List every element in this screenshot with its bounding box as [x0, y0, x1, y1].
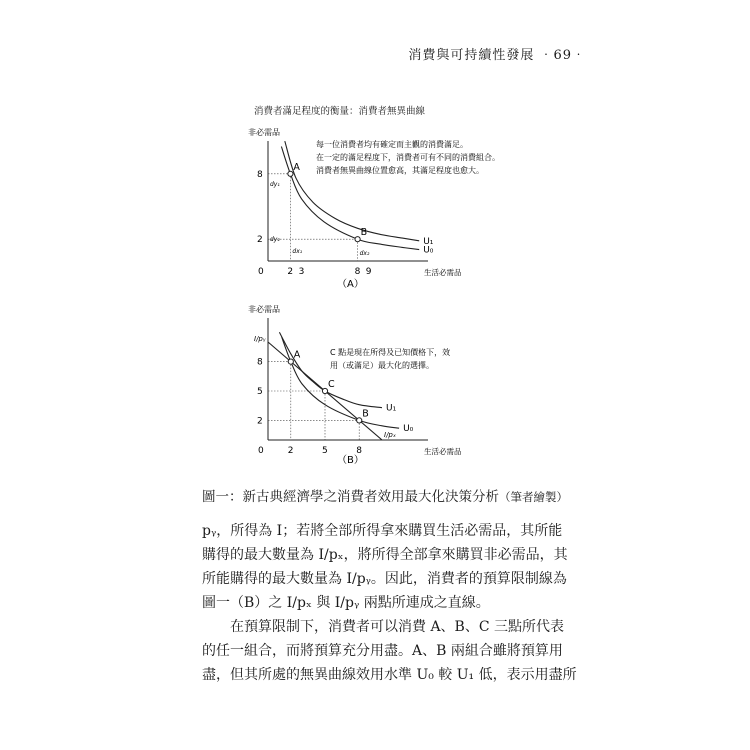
delta-dx2: dx₂	[359, 250, 370, 258]
x-tick-label: 9	[365, 267, 372, 277]
point-a	[288, 359, 293, 364]
figure-caption	[202, 485, 568, 505]
text-line: 盡，但其所處的無異曲線效用水準 U₀ 較 U₁ 低，表示用盡所	[202, 667, 577, 683]
y-axis-label: 非必需品	[248, 305, 280, 314]
caption-text: 圖一：新古典經濟學之消費者效用最大化決策分析	[202, 489, 499, 505]
text-line: pᵧ，所得為 I；若將全部所得拿來購買生活必需品，其所能	[202, 523, 563, 539]
x-tick-label: 5	[322, 446, 328, 456]
point-label: A	[293, 349, 301, 361]
y-tick-label: 5	[257, 387, 263, 397]
curve-label: U₀	[403, 424, 414, 435]
x-tick-label: 3	[298, 267, 305, 277]
y-tick-label: 8	[257, 169, 263, 180]
annotation-line: 用（或滿足）最大化的選擇。	[330, 361, 434, 370]
text-line: 在預算限制下，消費者可以消費 A、B、C 三點所代表	[230, 619, 565, 635]
x-intercept-label: I/pₓ	[384, 431, 396, 439]
x-tick-label: 8	[356, 446, 362, 456]
panel-label: （B）	[337, 455, 364, 466]
point-b	[357, 418, 362, 423]
paragraph-1	[202, 519, 580, 615]
origin-label: 0	[258, 446, 264, 456]
delta-dy2: dy₂	[270, 236, 280, 244]
text-line: 所能購得的最大數量為 I/pᵧ。因此，消費者的預算限制線為	[202, 571, 567, 587]
y-intercept-label: I/pᵧ	[254, 335, 266, 343]
chart-a-title: 消費者滿足程度的衡量：消費者無異曲線	[254, 106, 426, 117]
point-b	[355, 237, 360, 242]
paragraph-2	[202, 615, 580, 687]
y-axis-label: 非必需品	[248, 128, 280, 137]
delta-dy1: dy₁	[270, 180, 280, 188]
x-tick-label: 2	[287, 446, 294, 456]
curve-label: U₁	[386, 403, 397, 414]
point-label: B	[362, 408, 369, 420]
origin-label: 0	[258, 267, 264, 277]
chart-b	[200, 305, 540, 475]
x-tick-label: 8	[354, 267, 361, 277]
text-line: 購得的最大數量為 I/pₓ，將所得全部拿來購買非必需品，其	[202, 547, 568, 563]
panel-label: （A）	[337, 279, 364, 290]
curve-label: U₀	[423, 245, 434, 256]
text-line: 的任一組合，而將預算充分用盡。A、B 兩組合雖將預算用	[202, 643, 563, 659]
annotation-line: 每一位消費者均有確定而主觀的消費滿足。	[316, 140, 468, 149]
delta-dx1: dx₁	[292, 248, 303, 256]
y-tick-label: 2	[257, 235, 263, 246]
x-tick-label: 2	[287, 267, 294, 277]
text-line: 圖一（B）之 I/pₓ 與 I/pᵧ 兩點所連成之直線。	[202, 595, 490, 611]
point-label: B	[360, 227, 368, 239]
point-label: C	[328, 379, 335, 390]
x-axis-label: 生活必需品	[424, 447, 462, 456]
point-a	[288, 171, 293, 176]
point-c	[322, 388, 327, 393]
annotation-line: 消費者無異曲線位置愈高，其滿足程度也愈大。	[316, 166, 484, 175]
body-text	[202, 519, 580, 687]
caption-credit: （筆者繪製）	[499, 490, 568, 504]
chart-a	[200, 128, 540, 298]
y-tick-label: 8	[257, 357, 263, 368]
running-header: 消費與可持續性發展 ‧69‧	[408, 48, 586, 63]
y-tick-label: 2	[257, 416, 263, 427]
annotation-line: 在一定的滿足程度下，消費者可有不同的消費組合。	[316, 153, 500, 162]
point-label: A	[293, 161, 300, 173]
x-axis-label: 生活必需品	[424, 268, 462, 277]
curve-label: U₁	[423, 236, 434, 247]
annotation-line: C 點是現在所得及已知價格下，效	[330, 348, 451, 357]
